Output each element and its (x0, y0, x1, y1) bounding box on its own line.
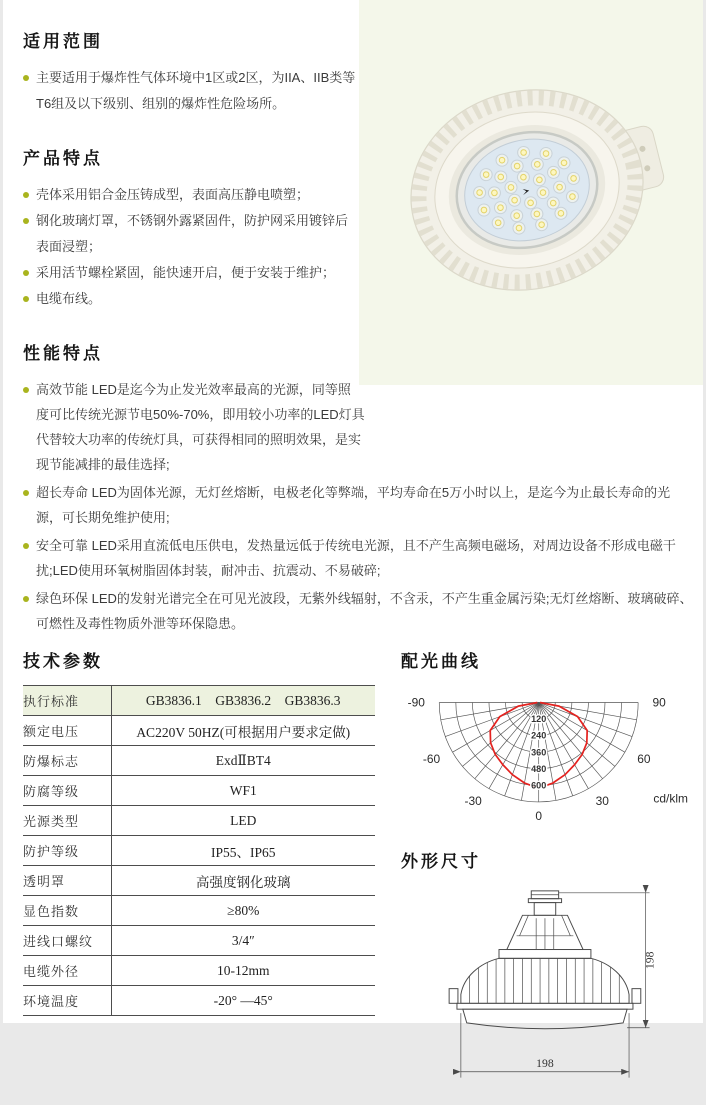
lamp-lug-left (449, 989, 458, 1004)
bullet-item (23, 65, 693, 117)
param-label: 防爆标志 (23, 746, 111, 776)
table-row (23, 806, 375, 836)
table-row (23, 986, 375, 1016)
svg-text:-60: -60 (422, 752, 441, 767)
param-value: ExdⅡBT4 (215, 752, 271, 768)
param-label: 透明罩 (23, 866, 111, 896)
param-label: 防护等级 (23, 836, 111, 866)
lamp-top-connector (528, 891, 561, 915)
param-label: 环境温度 (23, 986, 111, 1016)
svg-text:120: 120 (531, 714, 547, 725)
lamp-bracket (507, 915, 583, 949)
tech-params-table (23, 685, 375, 1016)
bullet-item (23, 533, 693, 583)
lamp-lug-right (632, 989, 641, 1004)
section-title-scope: 适用范围 (23, 32, 103, 51)
svg-text:0: 0 (535, 809, 543, 824)
param-label: 光源类型 (23, 806, 111, 836)
bullet-dot-icon (23, 543, 29, 549)
lamp-body (449, 950, 641, 1029)
param-value: IP55、IP65 (210, 844, 276, 860)
param-label: 电缆外径 (23, 956, 111, 986)
param-label: 进线口螺纹 (23, 926, 111, 956)
height-dimension (559, 893, 657, 1028)
svg-text:240: 240 (531, 730, 547, 741)
bullet-text: 超长寿命 LED为固体光源，无灯丝熔断，电极老化等弊端，平均寿命在5万小时以上，是迄今为止最长寿命的光源，可长期免维护使用; (36, 485, 671, 525)
svg-text:600: 600 (531, 780, 547, 791)
table-row (23, 956, 375, 986)
section-title-product-features: 产品特点 (23, 149, 103, 168)
param-label: 额定电压 (23, 716, 111, 746)
charts-column (401, 639, 706, 1105)
param-value: WF1 (229, 782, 257, 798)
param-value: AC220V 50HZ(可根据用户要求定做) (136, 724, 351, 740)
param-value: ≥80% (227, 902, 260, 918)
bullet-dot-icon (23, 75, 29, 81)
table-row (23, 896, 375, 926)
bottom-columns (23, 639, 703, 1105)
scope-bullets (23, 65, 693, 117)
bullet-item (23, 208, 693, 260)
table-row (23, 866, 375, 896)
param-label: 执行标准 (23, 686, 111, 716)
lamp-lens (463, 1009, 627, 1029)
param-label: 显色指数 (23, 896, 111, 926)
param-label: 防腐等级 (23, 776, 111, 806)
product-feature-bullets (23, 182, 693, 312)
svg-text:30: 30 (595, 793, 609, 808)
bullet-dot-icon (23, 596, 29, 602)
svg-text:360: 360 (531, 747, 547, 758)
performance-bullets (23, 377, 693, 636)
bullet-text: 钢化玻璃灯罩，不锈钢外露紧固件，防护网采用镀锌后表面浸塑； (36, 213, 349, 254)
bullet-text: 主要适用于爆炸性气体环境中1区或2区，为IIA、IIB类等T6组及以下级别、组别的爆炸性危险场所。 (36, 70, 356, 111)
product-datasheet-page (3, 0, 703, 1070)
bullet-item (23, 586, 693, 636)
bullet-dot-icon (23, 387, 29, 393)
bullet-text: 高效节能 LED是迄今为止发光效率最高的光源，同等照度可比传统光源节电50%-70%，即用较小功率的LED灯具代替较大功率的传统灯具，可获得相同的照明效果，是实现节能减排的最佳选择; (36, 382, 365, 472)
width-dimension-label: 198 (536, 1056, 554, 1070)
bullet-item (23, 182, 693, 208)
svg-text:cd/klm: cd/klm (653, 791, 688, 806)
width-dimension (461, 1013, 629, 1078)
param-value: 10-12mm (217, 962, 270, 978)
bullet-dot-icon (23, 296, 29, 302)
bullet-item (23, 286, 693, 312)
table-row (23, 686, 375, 716)
param-value: 高强度钢化玻璃 (196, 874, 291, 890)
height-dimension-label: 198 (643, 951, 657, 970)
table-row (23, 716, 375, 746)
section-title-dimensions: 外形尺寸 (401, 852, 481, 871)
dimension-drawing (401, 885, 685, 1105)
bullet-text: 采用活节螺栓紧固，能快速开启，便于安装于维护； (36, 265, 336, 280)
tech-params-column (23, 639, 379, 1105)
table-row (23, 776, 375, 806)
bullet-item (23, 480, 693, 530)
table-row (23, 746, 375, 776)
svg-text:60: 60 (637, 752, 651, 767)
bullet-text: 壳体采用铝合金压铸成型，表面高压静电喷塑； (36, 187, 310, 202)
param-value: GB3836.1 GB3836.2 GB3836.3 (145, 692, 341, 708)
section-title-performance: 性能特点 (23, 344, 103, 363)
svg-text:90: 90 (652, 695, 666, 710)
bullet-item (23, 377, 368, 477)
svg-text:480: 480 (531, 763, 547, 774)
section-title-photometric: 配光曲线 (401, 652, 481, 671)
param-value: -20° —45° (213, 992, 273, 1008)
bullet-text: 安全可靠 LED采用直流低电压供电，发热量远低于传统电光源，且不产生高频电磁场，对周边设备不形成电磁干扰;LED使用环氧树脂固体封装，耐冲击、抗震动、不易破碎; (36, 538, 676, 578)
section-title-tech-params: 技术参数 (23, 652, 103, 671)
bullet-item (23, 260, 693, 286)
table-row (23, 926, 375, 956)
svg-text:-30: -30 (464, 793, 482, 808)
bullet-text: 绿色环保 LED的发射光谱完全在可见光波段，无紫外线辐射，不含汞，不产生重金属污染;无灯丝熔断、玻璃破碎、可燃性及毒性物质外泄等环保隐患。 (36, 591, 693, 631)
svg-text:-90: -90 (407, 695, 425, 710)
bullet-dot-icon (23, 192, 29, 198)
param-value: LED (230, 812, 257, 828)
light-distribution-chart (401, 685, 706, 829)
bullet-dot-icon (23, 490, 29, 496)
bullet-dot-icon (23, 218, 29, 224)
bullet-text: 电缆布线。 (36, 291, 102, 306)
param-value: 3/4″ (231, 932, 255, 948)
bullet-dot-icon (23, 270, 29, 276)
table-row (23, 836, 375, 866)
